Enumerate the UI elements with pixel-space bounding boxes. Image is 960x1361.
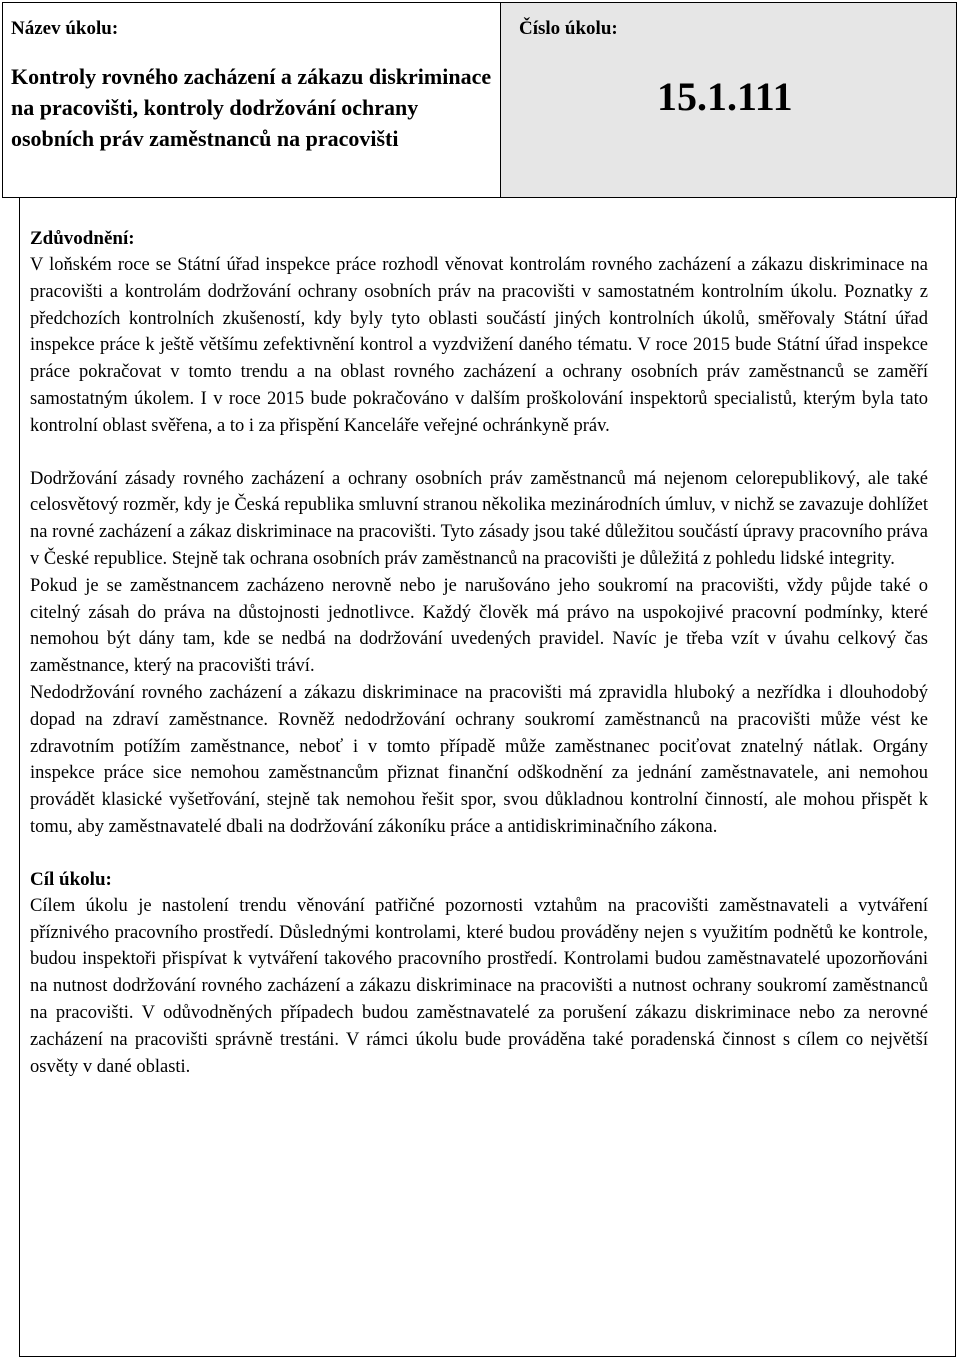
task-name-cell bbox=[3, 3, 501, 197]
task-number-cell bbox=[501, 3, 956, 197]
task-name-label: Název úkolu: bbox=[11, 18, 119, 39]
justification-paragraph-4: Nedodržování rovného zacházení a zákazu diskriminace na pracovišti má zpravidla hluboký a nezřídka i dlouhodobý dopad na zdraví zaměstnance. Rovněž nedodržování ochrany soukromí zaměstnanců na pracovišti může vést ke zdravotním potížím zaměstnance, neboť i v tomto případě může zaměstnanec pociťovat znatelný nátlak. Orgány inspekce práce sice nemohou zaměstnancům přiznat finanční odškodnění za jednání zaměstnavatele, ani nemohou provádět klasické vyšetřování, stejně tak nemohou řešit spor, svou důkladnou kontrolní činností, ale mohou přispět k tomu, aby zaměstnavatelé dbali na dodržování zákoníku práce a antidiskriminačního zákona. bbox=[30, 682, 928, 837]
justification-paragraph-1: V loňském roce se Státní úřad inspekce práce rozhodl věnovat kontrolám rovného zacházení a zákazu diskriminace na pracovišti a kontrolám dodržování ochrany osobních práv na pracovišti v samostatném kontrolním úkolu. Poznatky z předchozích kontrolních zkušeností, kdy byly tyto oblasti součástí jiných kontrolních úkolů, směřovaly Státní úřad inspekce práce k ještě většímu zefektivnění kontrol a vyzdvižení daného tématu. V roce 2015 bude Státní úřad inspekce práce pokračovat v tomto trendu a na oblast rovného zacházení a ochrany osobních práv zaměstnanců se zaměří samostatným úkolem. I v roce 2015 bude pokračováno v dalším proškolování inspektorů specialistů, kterým byla tato kontrolní oblast svěřena, a to i za přispění Kanceláře veřejné ochránkyně práv. bbox=[30, 255, 928, 436]
task-number-label: Číslo úkolu: bbox=[519, 18, 618, 39]
justification-heading: Zdůvodnění: bbox=[30, 228, 135, 249]
task-header-table bbox=[2, 2, 957, 198]
paragraph-gap bbox=[30, 841, 928, 867]
justification-paragraph-2: Dodržování zásady rovného zacházení a ochrany osobních práv zaměstnanců má nejenom celorepublikový, ale také celosvětový rozměr, kdy je Česká republika smluvní stranou několika mezinárodních úmluv, v nichž se zavazuje dohlížet na rovné zacházení a zákaz diskriminace na pracovišti. Tyto zásady jsou také důležitou součástí úpravy pracovního práva v České republice. Stejně tak ochrana osobních práv zaměstnanců na pracovišti je důležitá z pohledu lidské integrity. bbox=[30, 468, 928, 569]
task-name: Kontroly rovného zacházení a zákazu diskriminace na pracovišti, kontroly dodržování ochrany osobních práv zaměstnanců na pracovišti bbox=[11, 64, 492, 151]
justification-paragraph-3: Pokud je se zaměstnancem zacházeno nerovně nebo je narušováno jeho soukromí na pracovišti, vždy půjde také o citelný zásah do práva na důstojnosti jednotlivce. Každý člověk má právo na uspokojivé pracovní podmínky, které nemohou být dány tam, kde se nedbá na dodržování uvedených pravidel. Navíc je třeba vzít v úvahu celkový čas zaměstnance, který na pracovišti tráví. bbox=[30, 575, 928, 677]
document-body bbox=[30, 226, 928, 1080]
task-number: 15.1.111 bbox=[657, 74, 793, 119]
paragraph-gap bbox=[30, 440, 928, 466]
goal-heading: Cíl úkolu: bbox=[30, 868, 112, 890]
goal-paragraph: Cílem úkolu je nastolení trendu věnování patřičné pozornosti vztahům na pracovišti zaměstnavateli a vytváření příznivého pracovního prostředí. Důslednými kontrolami, které budou prováděny nejen s využitím podnětů ke kontrole, budou inspektoři přispívat k vytváření takového pracovního prostředí. Kontrolami budou zaměstnavatelé upozorňováni na nutnost dodržování rovného zacházení a zákazu diskriminace na pracovišti a nutnost ochrany soukromí zaměstnanců na pracovišti. V odůvodněných případech budou zaměstnavatelé za porušení zákazu diskriminace nebo za nerovné zacházení na pracovišti správně trestáni. V rámci úkolu bude prováděna také poradenská činnost s cílem co největší osvěty v dané oblasti. bbox=[30, 895, 928, 1077]
